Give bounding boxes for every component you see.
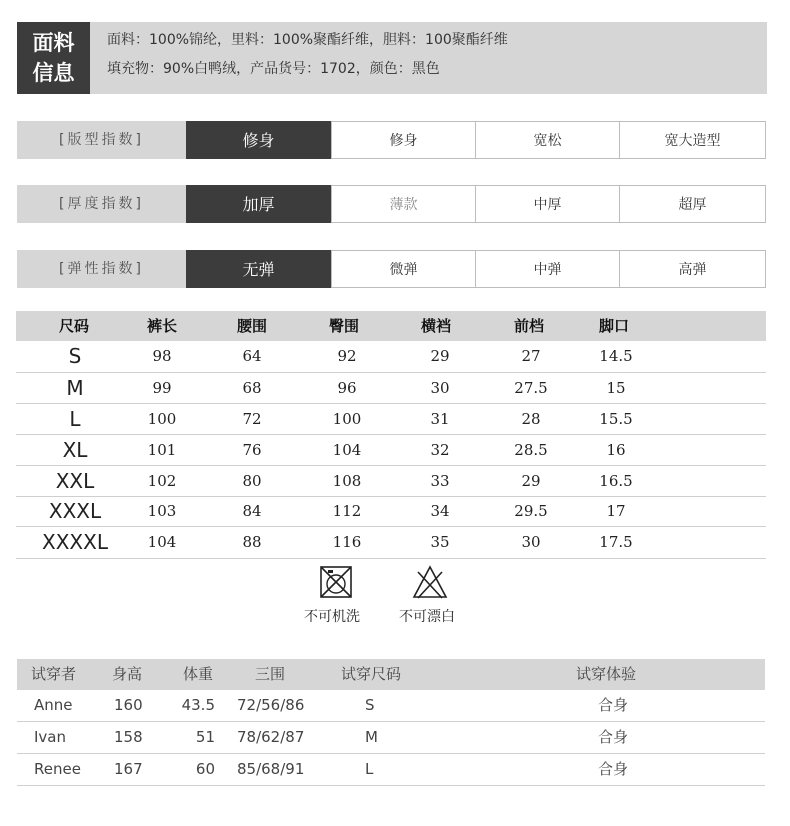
size-cell-waist: 64 xyxy=(242,347,262,365)
tryon-cell-weight: 60 xyxy=(195,760,215,778)
tryon-header-experience: 试穿体验 xyxy=(576,665,637,683)
size-header-size: 尺码 xyxy=(59,317,90,335)
size-table-row xyxy=(16,497,766,527)
size-cell-hem: 16.5 xyxy=(599,472,633,490)
size-cell-thigh: 32 xyxy=(430,441,450,459)
size-cell-hip: 108 xyxy=(332,472,362,490)
elastic-option-slight: 微弹 xyxy=(331,250,476,288)
size-cell-rise: 28 xyxy=(521,410,541,428)
size-cell-hip: 100 xyxy=(332,410,362,428)
size-cell-length: 104 xyxy=(147,533,177,551)
tryon-table-header xyxy=(17,659,765,690)
tryon-table-row xyxy=(17,690,765,722)
size-cell-hem: 17 xyxy=(606,502,626,520)
size-cell-size: XL xyxy=(62,438,88,462)
size-table-row xyxy=(16,527,766,559)
no-machine-wash-label: 不可机洗 xyxy=(304,609,360,625)
size-cell-size: L xyxy=(69,407,81,431)
tryon-table-row xyxy=(17,754,765,786)
size-header-hip: 臀围 xyxy=(329,317,360,335)
tryon-table-row xyxy=(17,722,765,754)
tryon-cell-experience: 合身 xyxy=(598,760,629,778)
size-cell-hem: 15.5 xyxy=(599,410,633,428)
no-machine-wash-icon xyxy=(318,564,354,600)
tryon-cell-experience: 合身 xyxy=(598,696,629,714)
fabric-composition-text: 面料：100%锦纶，里料：100%聚酯纤维，胆料：100聚酯纤维 xyxy=(107,32,508,48)
tryon-cell-weight: 43.5 xyxy=(181,696,215,714)
tryon-cell-height: 158 xyxy=(114,728,143,746)
size-cell-size: M xyxy=(66,376,84,400)
size-cell-hip: 92 xyxy=(337,347,357,365)
tryon-cell-size: M xyxy=(365,728,378,746)
thickness-index-label: [厚度指数] xyxy=(17,185,186,223)
size-cell-hip: 116 xyxy=(332,533,362,551)
thickness-option-thin: 薄款 xyxy=(331,185,476,223)
fabric-info-label xyxy=(17,22,90,94)
size-cell-length: 101 xyxy=(147,441,177,459)
elastic-option-high: 高弹 xyxy=(619,250,766,288)
size-table-row xyxy=(16,466,766,497)
size-cell-waist: 72 xyxy=(242,410,262,428)
no-bleach-label: 不可漂白 xyxy=(399,609,455,625)
fit-index-label: [版型指数] xyxy=(17,121,186,159)
size-cell-rise: 28.5 xyxy=(514,441,548,459)
size-cell-length: 102 xyxy=(147,472,177,490)
size-cell-hem: 16 xyxy=(606,441,626,459)
size-cell-length: 99 xyxy=(152,379,172,397)
fit-index-row xyxy=(17,121,766,159)
size-table-row xyxy=(16,404,766,435)
size-cell-rise: 29 xyxy=(521,472,541,490)
size-header-waist: 腰围 xyxy=(237,317,268,335)
fit-option-slim: 修身 xyxy=(331,121,476,159)
size-cell-waist: 68 xyxy=(242,379,262,397)
tryon-cell-measurements: 85/68/91 xyxy=(237,760,305,778)
size-cell-hem: 17.5 xyxy=(599,533,633,551)
size-table-body xyxy=(16,341,766,559)
tryon-cell-measurements: 78/62/87 xyxy=(237,728,305,746)
size-cell-waist: 84 xyxy=(242,502,262,520)
fit-option-slim-selected: 修身 xyxy=(186,121,331,159)
size-cell-rise: 29.5 xyxy=(514,502,548,520)
size-table-row xyxy=(16,435,766,466)
size-cell-waist: 76 xyxy=(242,441,262,459)
size-cell-rise: 27.5 xyxy=(514,379,548,397)
size-cell-size: XXXXL xyxy=(42,530,108,554)
tryon-header-measurements: 三围 xyxy=(255,665,286,683)
tryon-cell-measurements: 72/56/86 xyxy=(237,696,305,714)
size-cell-hip: 104 xyxy=(332,441,362,459)
size-header-hem: 脚口 xyxy=(599,317,630,335)
size-table xyxy=(16,311,766,559)
size-cell-rise: 27 xyxy=(521,347,541,365)
size-cell-size: XXXL xyxy=(48,499,102,523)
size-cell-hip: 96 xyxy=(337,379,357,397)
tryon-cell-tester: Renee xyxy=(34,760,81,778)
size-cell-length: 98 xyxy=(152,347,172,365)
tryon-header-weight: 体重 xyxy=(183,665,214,683)
size-cell-thigh: 35 xyxy=(430,533,450,551)
size-cell-rise: 30 xyxy=(521,533,541,551)
tryon-cell-size: S xyxy=(365,696,375,714)
size-cell-size: XXL xyxy=(55,469,95,493)
tryon-cell-tester: Anne xyxy=(34,696,73,714)
size-cell-thigh: 34 xyxy=(430,502,450,520)
no-bleach-icon xyxy=(412,564,448,600)
tryon-header-size: 试穿尺码 xyxy=(341,665,402,683)
size-cell-hem: 14.5 xyxy=(599,347,633,365)
tryon-cell-height: 167 xyxy=(114,760,143,778)
size-cell-thigh: 30 xyxy=(430,379,450,397)
care-instructions xyxy=(300,562,480,632)
fit-option-oversized: 宽大造型 xyxy=(619,121,766,159)
size-table-header xyxy=(16,311,766,341)
size-header-thigh: 横裆 xyxy=(421,317,452,335)
size-cell-waist: 80 xyxy=(242,472,262,490)
tryon-cell-experience: 合身 xyxy=(598,728,629,746)
size-cell-thigh: 31 xyxy=(430,410,450,428)
size-cell-length: 100 xyxy=(147,410,177,428)
elastic-index-label: [弹性指数] xyxy=(17,250,186,288)
elastic-option-medium: 中弹 xyxy=(475,250,620,288)
size-cell-size: S xyxy=(68,344,82,368)
size-header-length: 裤长 xyxy=(147,317,178,335)
size-table-row xyxy=(16,373,766,404)
size-cell-length: 103 xyxy=(147,502,177,520)
thickness-option-medium: 中厚 xyxy=(475,185,620,223)
fabric-info-label-line2: 信息 xyxy=(32,61,75,85)
tryon-table-body xyxy=(17,690,765,786)
tryon-cell-tester: Ivan xyxy=(34,728,66,746)
tryon-header-tester: 试穿者 xyxy=(31,665,77,683)
size-cell-waist: 88 xyxy=(242,533,262,551)
tryon-header-height: 身高 xyxy=(112,665,143,683)
size-table-row xyxy=(16,341,766,373)
size-cell-thigh: 33 xyxy=(430,472,450,490)
thickness-option-extra-thick: 超厚 xyxy=(619,185,766,223)
tryon-cell-height: 160 xyxy=(114,696,143,714)
tryon-cell-weight: 51 xyxy=(195,728,215,746)
tryon-table xyxy=(17,659,765,786)
tryon-cell-size: L xyxy=(365,760,374,778)
filling-product-text: 填充物：90%白鸭绒，产品货号：1702，颜色：黑色 xyxy=(107,61,440,77)
fabric-info-block xyxy=(17,22,767,94)
fit-option-loose: 宽松 xyxy=(475,121,620,159)
size-cell-thigh: 29 xyxy=(430,347,450,365)
fabric-info-label-line1: 面料 xyxy=(32,31,75,55)
thickness-option-thick-selected: 加厚 xyxy=(186,185,331,223)
size-cell-hip: 112 xyxy=(332,502,362,520)
thickness-index-row xyxy=(17,185,766,223)
elastic-index-row xyxy=(17,250,766,288)
size-header-rise: 前档 xyxy=(514,317,545,335)
elastic-option-none-selected: 无弹 xyxy=(186,250,331,288)
size-cell-hem: 15 xyxy=(606,379,626,397)
